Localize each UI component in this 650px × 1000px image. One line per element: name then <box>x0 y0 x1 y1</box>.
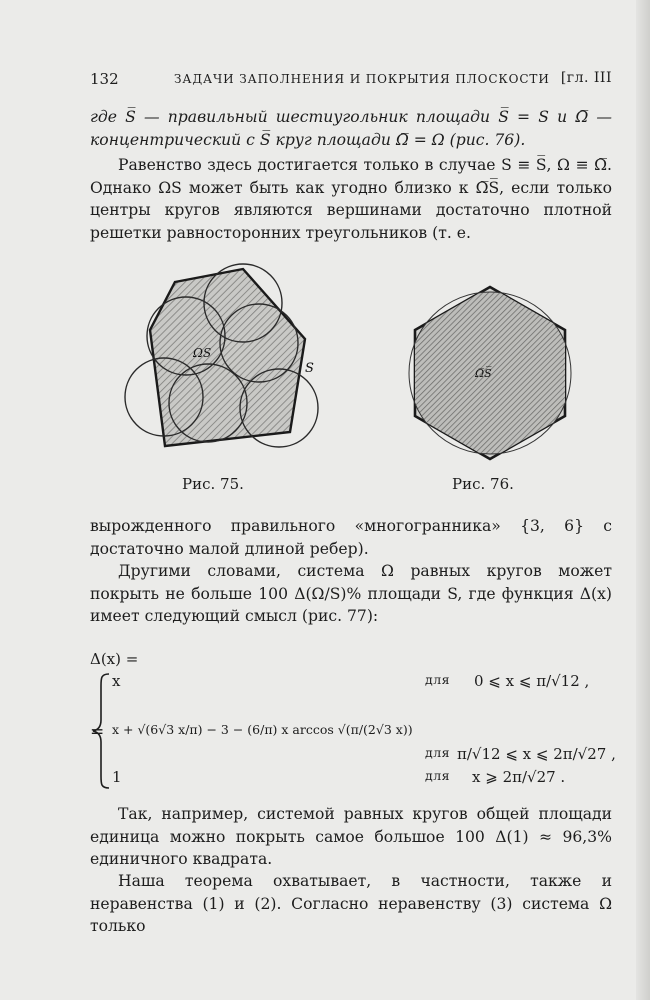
figure-75 <box>125 264 318 447</box>
paragraph-2: Равенство здесь достигается только в случае S ≡ S̅, Ω ≡ Ω̅. Однако ΩS может быть как угодно близко к Ω̅S̅, если только центры кругов являются вершинами достаточно плотной решетки равносторонних треугольников (т. е. <box>90 156 612 242</box>
formula-equals: = <box>90 722 105 742</box>
caption-fig76: Рис. 76. <box>452 475 514 493</box>
case-3-range: x ⩾ 2π/√27 . <box>472 768 566 786</box>
case-2-cond: для <box>425 745 451 760</box>
formula-case-3 <box>112 768 612 798</box>
case-2-range: π/√12 ⩽ x ⩽ 2π/√27 , <box>457 745 616 763</box>
paragraph-6: Наша теорема охватывает, в частности, также и неравенства (1) и (2). Согласно неравенству (3) система Ω только <box>90 872 612 935</box>
label-omega-s-bar: Ω̅S̅ <box>475 367 492 380</box>
caption-fig75: Рис. 75. <box>182 475 244 493</box>
page-number: 132 <box>90 70 119 88</box>
figure-76 <box>409 287 571 459</box>
paragraph-1: где S̅ — правильный шестиугольник площади S̅ = S и Ω̅ — концентрический с S̅ круг площади Ω̅ = Ω (рис. 76). <box>90 108 612 149</box>
paragraph-5: Так, например, системой равных кругов общей площади единица можно покрыть самое большое 100 Δ(1) ≈ 96,3% единичного квадрата. <box>90 805 612 868</box>
case-3-cond: для <box>425 768 451 783</box>
formula-lhs: Δ(x) = <box>90 650 139 668</box>
label-s: S <box>305 361 314 376</box>
formula-case-1 <box>112 672 612 702</box>
paragraph-4: Другими словами, система Ω равных кругов может покрыть не больше 100 Δ(Ω/S)% площади S, где функция Δ(x) имеет следующий смысл (рис. 77): <box>90 562 612 625</box>
case-3-expr: 1 <box>112 768 122 786</box>
paragraph-3: вырожденного правильного «многогранника» {3, 6} с достаточно малой длиной ребер). <box>90 517 612 558</box>
case-1-expr: x <box>112 672 121 690</box>
running-title: ЗАДАЧИ ЗАПОЛНЕНИЯ И ПОКРЫТИЯ ПЛОСКОСТИ <box>174 72 550 86</box>
label-omega-s: ΩS <box>193 346 212 360</box>
case-1-range: 0 ⩽ x ⩽ π/√12 , <box>474 672 590 690</box>
case-1-cond: для <box>425 672 451 687</box>
chapter-label: [гл. III <box>560 70 612 86</box>
case-2-expr: x + √(6√3 x/π) − 3 − (6/π) x arccos √(π/(2√3 x)) <box>112 722 413 737</box>
